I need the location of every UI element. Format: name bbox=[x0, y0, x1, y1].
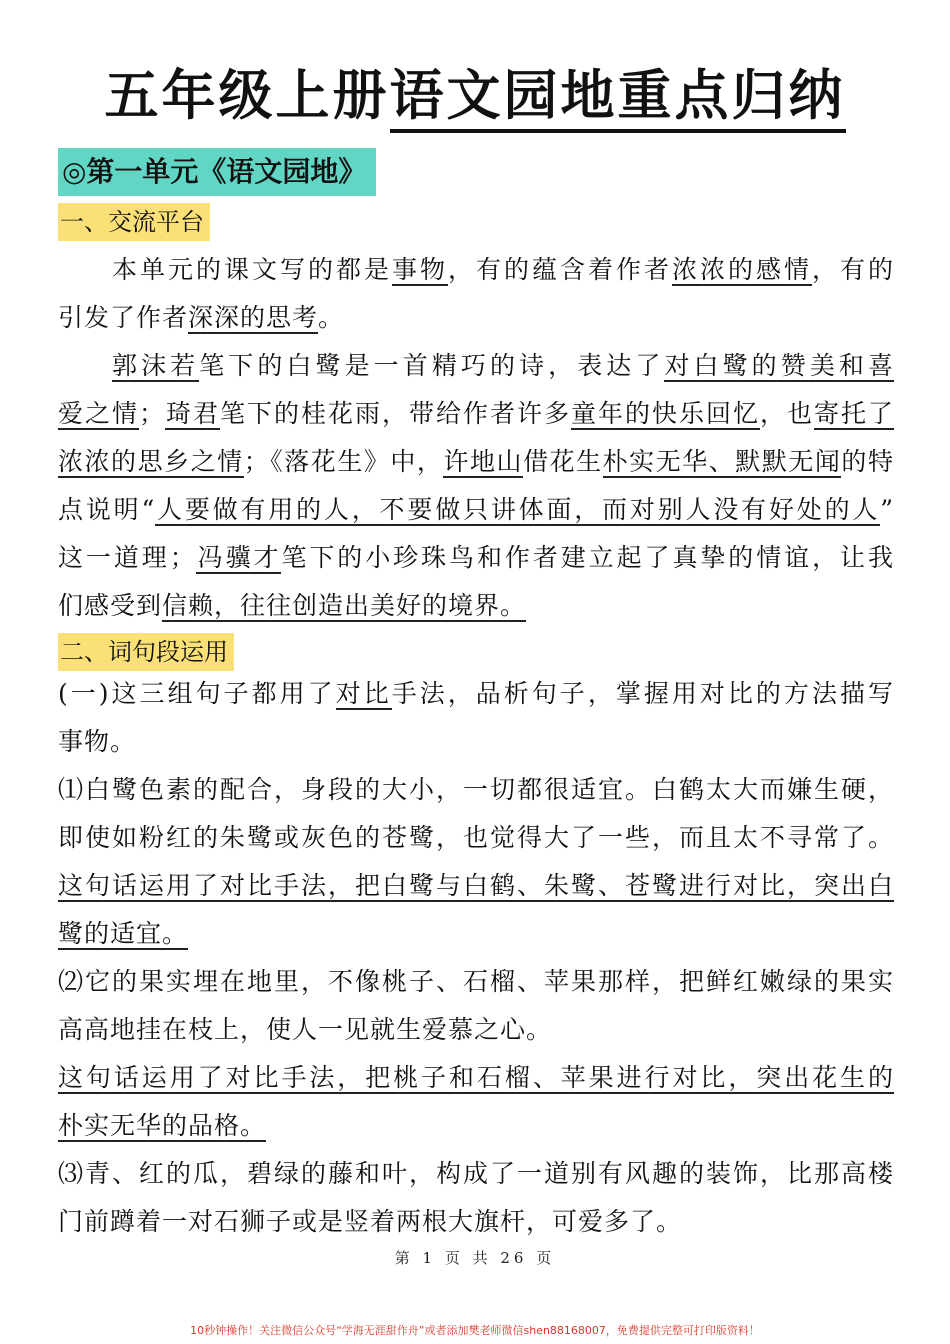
underlined-text: 事物 bbox=[391, 255, 448, 284]
underlined-text: 朴实无华、默默无闻 bbox=[602, 447, 842, 476]
underlined-text: 许地山 bbox=[443, 447, 524, 476]
underlined-text: 寄托了 bbox=[813, 399, 894, 428]
text-run: 门前蹲着一对石狮子或是竖着两根大旗杆，可爱多了。 bbox=[58, 1207, 683, 1236]
underlined-text: 深深的思考 bbox=[188, 303, 319, 332]
text-line bbox=[58, 584, 894, 628]
underlined-text: 这句话运用了对比手法，把桃子和石榴、苹果进行对比，突出花生的 bbox=[58, 1063, 894, 1092]
text-line bbox=[58, 816, 894, 860]
underlined-text: 郭沫若 bbox=[112, 351, 200, 380]
text-run: 手法，品析句子，掌握用对比的方法描写 bbox=[391, 679, 894, 708]
text-line bbox=[58, 440, 894, 484]
text-line bbox=[58, 864, 894, 908]
underlined-text: 童年的快乐回忆 bbox=[570, 399, 760, 428]
title-plain: 五年级上册 bbox=[104, 64, 390, 127]
text-run: 引发了作者 bbox=[58, 303, 189, 332]
text-run: 笔下的小珍珠鸟和作者建立起了真挚的情谊，让我 bbox=[281, 543, 894, 572]
text-run: ，也 bbox=[759, 399, 814, 428]
text-line bbox=[58, 536, 894, 580]
title-underlined: 语文园地重点归纳 bbox=[390, 64, 846, 133]
page-number: 第 1 页 共 26 页 bbox=[394, 1249, 556, 1267]
text-run: ⑴白鹭色素的配合，身段的大小，一切都很适宜。白鹤太大而嫌生硬， bbox=[58, 775, 894, 804]
text-line bbox=[58, 1152, 894, 1196]
underlined-text: 人要做有用的人，不要做只讲体面，而对别人没有好处的人 bbox=[155, 495, 881, 524]
text-run: 笔下的白鹭是一首精巧的诗，表达了 bbox=[199, 351, 665, 380]
text-line bbox=[58, 1104, 894, 1148]
underlined-text: 鹭的适宜。 bbox=[58, 919, 189, 948]
text-run: 事物。 bbox=[58, 727, 137, 756]
text-line bbox=[58, 392, 894, 436]
text-line bbox=[58, 720, 894, 764]
text-run: ；《落花生》中， bbox=[243, 447, 444, 476]
text-line bbox=[58, 960, 894, 1004]
text-run: ，有的 bbox=[811, 255, 894, 284]
text-run: 笔下的桂花雨，带给作者许多 bbox=[220, 399, 571, 428]
text-run: 点说明“ bbox=[58, 495, 156, 524]
page-title bbox=[60, 58, 890, 134]
text-run: (一)这三组句子都用了 bbox=[58, 679, 336, 708]
text-run: 们感受到 bbox=[58, 591, 163, 620]
text-run: ； bbox=[139, 399, 166, 428]
text-run: 的特 bbox=[841, 447, 894, 476]
unit-heading: ◎第一单元《语文园地》 bbox=[58, 148, 376, 196]
underlined-text: 琦君 bbox=[165, 399, 221, 428]
text-line bbox=[112, 344, 894, 388]
underlined-text: 对白鹭的赞美和喜 bbox=[664, 351, 894, 380]
section-heading-word-sentence-usage: 二、词句段运用 bbox=[58, 633, 234, 671]
text-run: ” bbox=[880, 495, 894, 524]
text-line bbox=[58, 1056, 894, 1100]
text-run: 。 bbox=[318, 303, 345, 332]
text-line bbox=[58, 672, 894, 716]
underlined-text: 浓浓的感情 bbox=[671, 255, 812, 284]
text-run: 即使如粉红的朱鹭或灰色的苍鹭，也觉得大了一些，而且太不寻常了。 bbox=[58, 823, 894, 852]
underlined-text: 这句话运用了对比手法，把白鹭与白鹤、朱鹭、苍鹭进行对比，突出白 bbox=[58, 871, 894, 900]
text-line bbox=[58, 1008, 894, 1052]
text-run: ，有的蕴含着作者 bbox=[447, 255, 672, 284]
text-run: ⑶青、红的瓜，碧绿的藤和叶，构成了一道别有风趣的装饰，比那高楼 bbox=[58, 1159, 894, 1188]
text-run: 借花生 bbox=[523, 447, 603, 476]
underlined-text: 信赖，往往创造出美好的境界。 bbox=[162, 591, 527, 620]
text-line bbox=[58, 488, 894, 532]
underlined-text: 爱之情 bbox=[58, 399, 139, 428]
underlined-text: 对比 bbox=[335, 679, 392, 708]
text-run: 本单元的课文写的都是 bbox=[112, 255, 392, 284]
underlined-text: 朴实无华的品格。 bbox=[58, 1111, 267, 1140]
text-run: 这一道理； bbox=[58, 543, 196, 572]
text-run: 高高地挂在枝上，使人一见就生爱慕之心。 bbox=[58, 1015, 553, 1044]
section-heading-exchange-platform: 一、交流平台 bbox=[58, 203, 210, 241]
text-line bbox=[58, 1200, 894, 1244]
promo-notice: 10秒钟操作！关注微信公众号“学海无涯甜作舟”或者添加樊老师微信shen88168007，免费提供完整可打印版资料！ bbox=[190, 1324, 760, 1337]
underlined-text: 浓浓的思乡之情 bbox=[58, 447, 244, 476]
text-line bbox=[58, 912, 894, 956]
underlined-text: 冯骥才 bbox=[195, 543, 282, 572]
text-line bbox=[112, 248, 894, 292]
text-run: ⑵它的果实埋在地里，不像桃子、石榴、苹果那样，把鲜红嫩绿的果实 bbox=[58, 967, 894, 996]
text-line bbox=[58, 296, 894, 340]
text-line bbox=[58, 768, 894, 812]
